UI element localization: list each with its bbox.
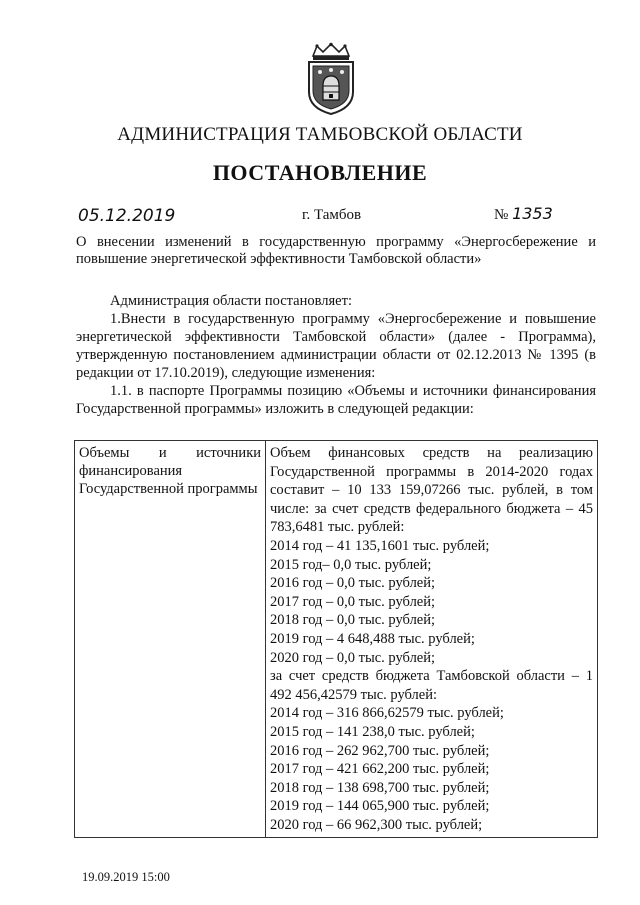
number-value: 1353 [512, 204, 553, 223]
federal-year-line: 2015 год– 0,0 тыс. рублей; [270, 556, 432, 573]
regional-year-line: 2016 год – 262 962,700 тыс. рублей; [270, 742, 490, 759]
financing-intro: Объем финансовых средств на реализацию Государственной программы в 2014-2020 годах составит – 10 133 159,07266 тыс. рублей, в том числе: за счет средств федерального бюджета – 45 783,6481 тыс. рублей: [270, 445, 593, 536]
body-paragraph: 1.1. в паспорте Программы позицию «Объемы и источники финансирования Государственной программы» изложить в следующей редакции: [76, 383, 596, 417]
document-body [76, 292, 596, 418]
table-row [75, 441, 598, 838]
table-label-cell [75, 441, 266, 838]
federal-year-line: 2018 год – 0,0 тыс. рублей; [270, 612, 436, 629]
document-type-title: ПОСТАНОВЛЕНИЕ [212, 160, 428, 185]
federal-year-line: 2019 год – 4 648,488 тыс. рублей; [270, 630, 475, 647]
federal-year-line: 2017 год – 0,0 тыс. рублей; [270, 593, 436, 610]
body-paragraph: Администрация области постановляет: [110, 293, 352, 309]
federal-year-line: 2014 год – 41 135,1601 тыс. рублей; [270, 537, 490, 554]
document-number [494, 204, 553, 224]
table-label: Объемы и источники финансирования Государственной программы [79, 445, 261, 497]
regional-year-line: 2018 год – 138 698,700 тыс. рублей; [270, 779, 490, 796]
federal-year-line: 2016 год – 0,0 тыс. рублей; [270, 575, 436, 592]
regional-intro: за счет средств бюджета Тамбовской области – 1 492 456,42579 тыс. рублей: [270, 668, 593, 703]
body-paragraph: 1.Внести в государственную программу «Энергосбережение и повышение энергетической эффективности Тамбовской области» (далее - Программа), утвержденную постановлением администрации области от 02.12.2013 № 1395 (в редакции от 17.10.2019), следующие изменения: [76, 311, 596, 381]
number-prefix: № [494, 207, 509, 223]
footer-timestamp: 19.09.2019 15:00 [82, 870, 170, 884]
regional-year-line: 2015 год – 141 238,0 тыс. рублей; [270, 723, 475, 740]
coat-of-arms-icon [303, 42, 359, 116]
document-subject: О внесении изменений в государственную программу «Энергосбережение и повышение энергетической эффективности Тамбовской области» [76, 234, 596, 267]
table-value-cell [266, 441, 598, 838]
document-date: 05.12.2019 [78, 206, 176, 226]
financing-table [74, 440, 598, 838]
document-city: г. Тамбов [302, 207, 362, 223]
regional-year-line: 2017 год – 421 662,200 тыс. рублей; [270, 761, 490, 778]
federal-year-line: 2020 год – 0,0 тыс. рублей; [270, 649, 436, 666]
organization-name: АДМИНИСТРАЦИЯ ТАМБОВСКОЙ ОБЛАСТИ [117, 124, 523, 145]
regional-year-line: 2019 год – 144 065,900 тыс. рублей; [270, 798, 490, 815]
regional-year-line: 2014 год – 316 866,62579 тыс. рублей; [270, 705, 504, 722]
regional-year-line: 2020 год – 66 962,300 тыс. рублей; [270, 816, 483, 833]
